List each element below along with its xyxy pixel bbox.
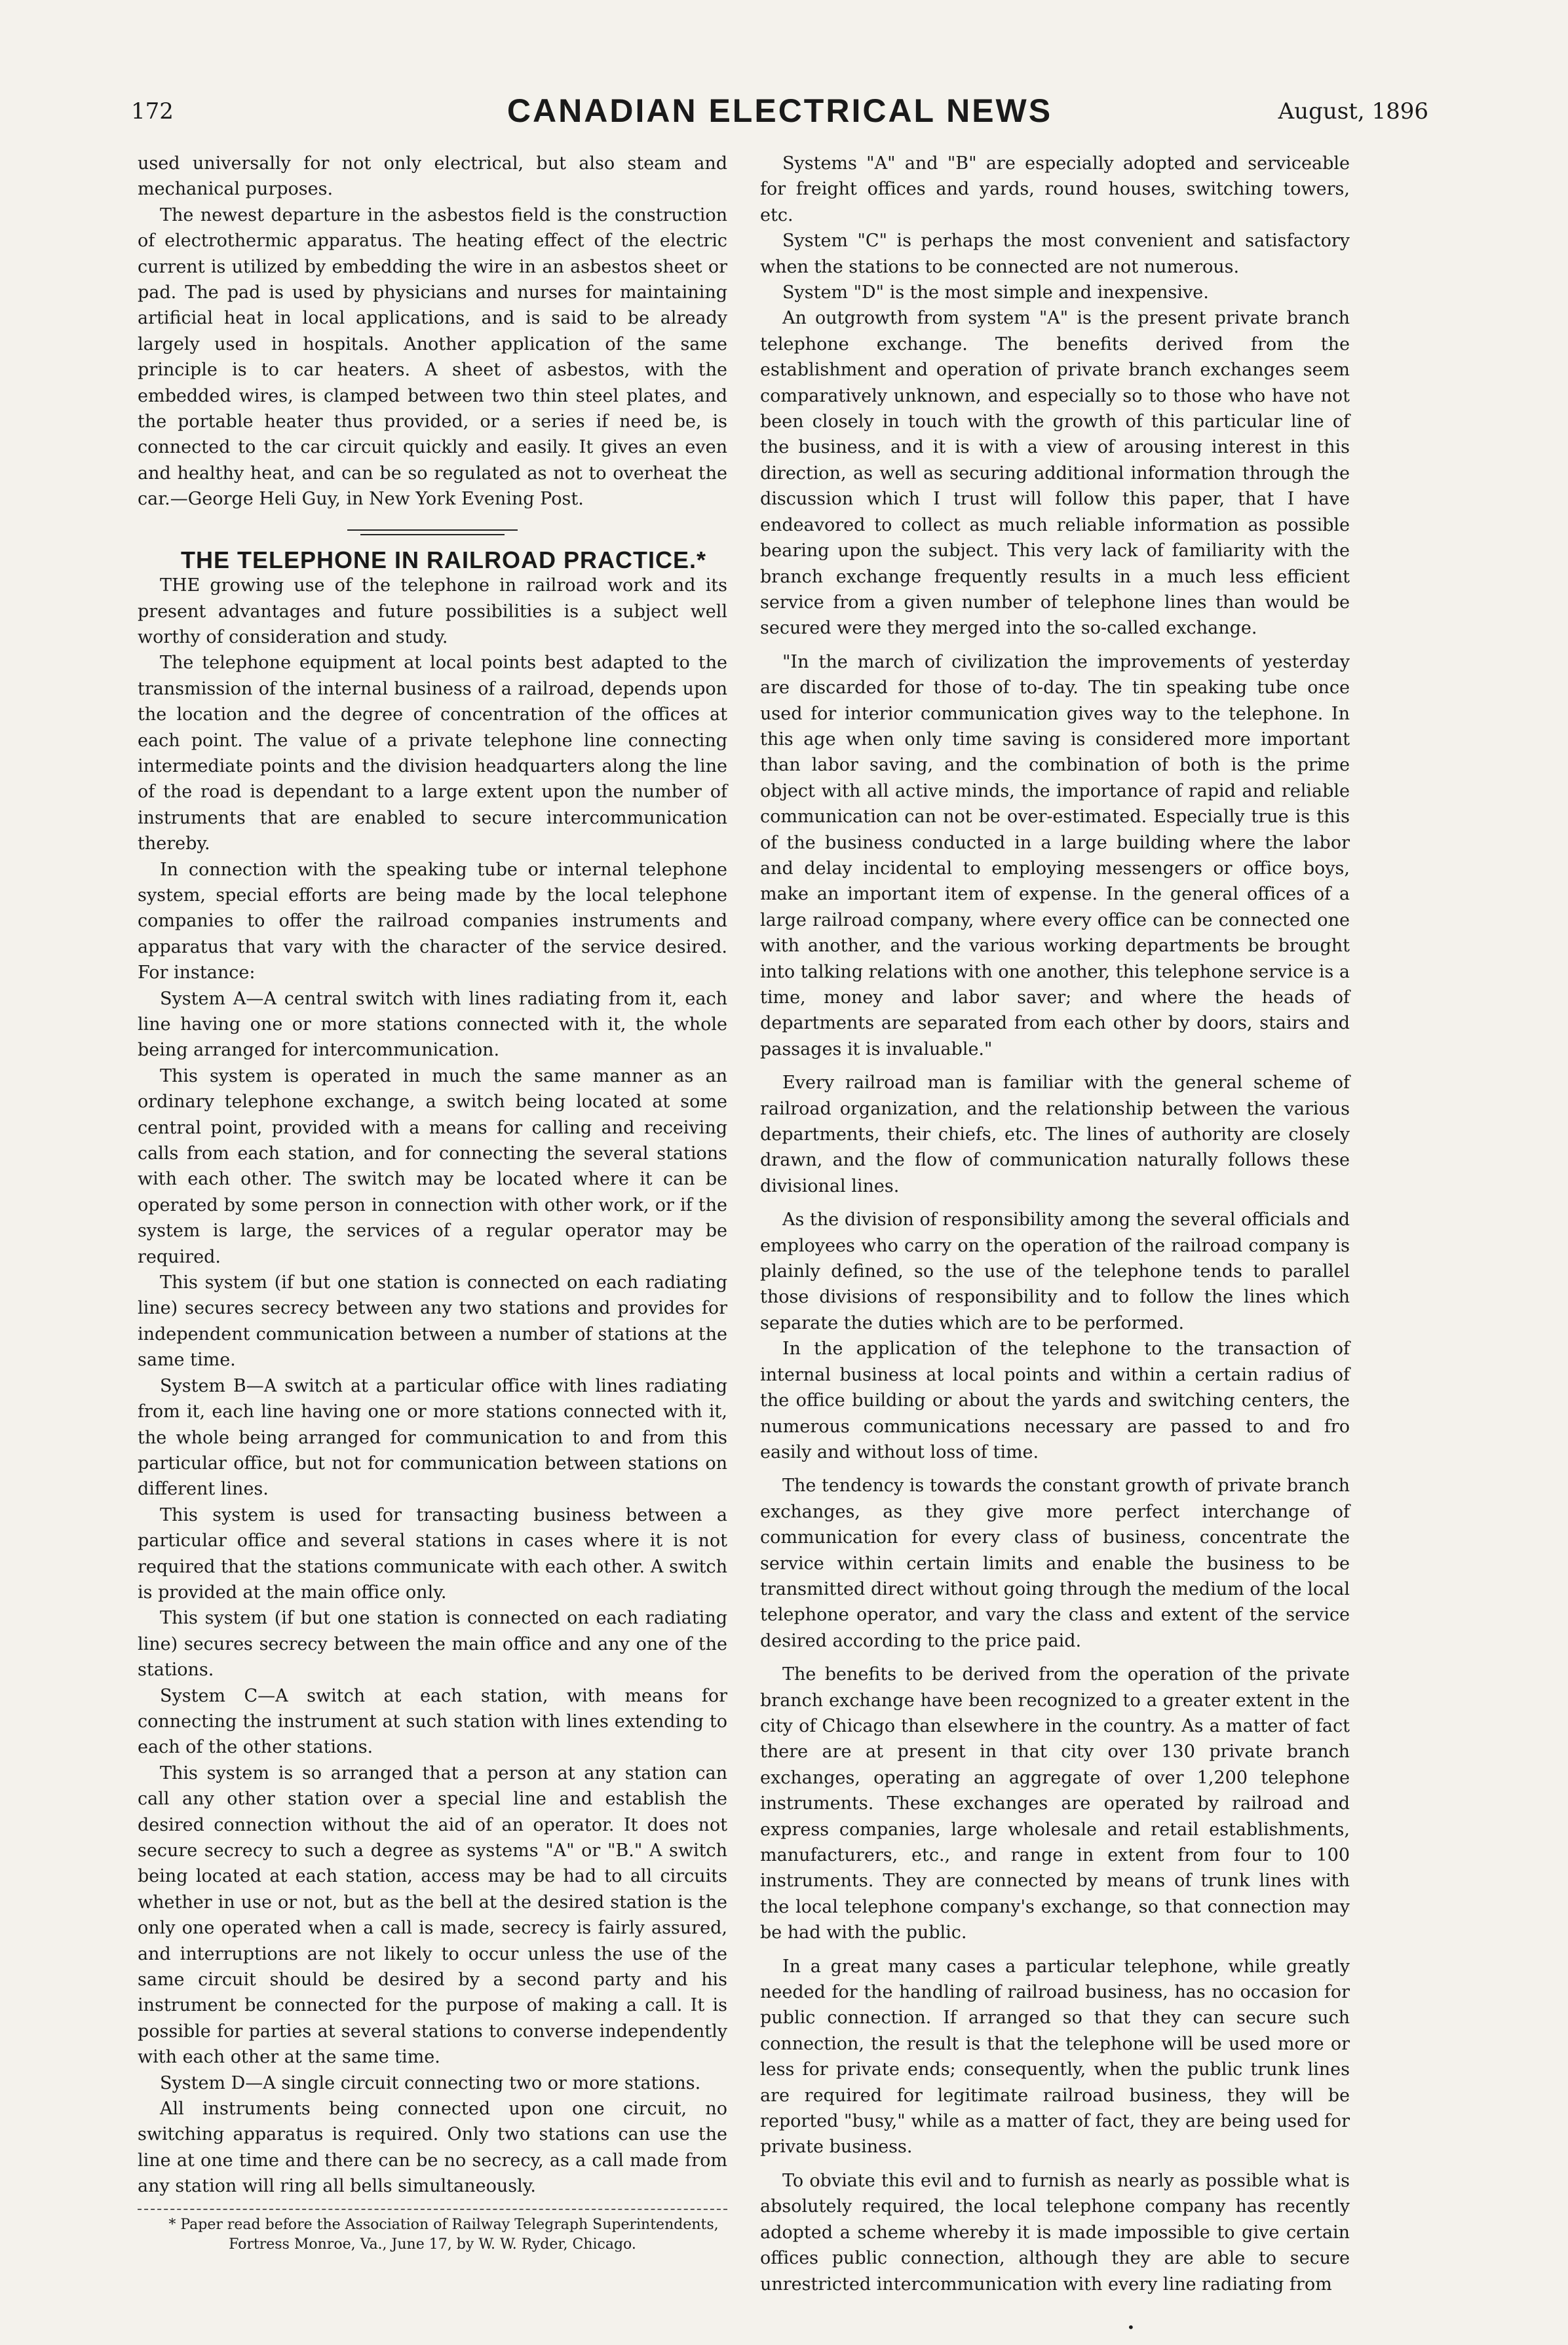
paragraph: This system (if but one station is connected on each radiating line) secures secrecy between the main office and any one of the stations.	[138, 1608, 727, 1681]
footnote: * Paper read before the Association of Railway Telegraph Superintendents, Fortress Monroe, Va., June 17, by W. W. Ryder, Chicago.	[168, 2216, 719, 2253]
paragraph: The tendency is towards the constant growth of private branch exchanges, as they give more perfect interchange of communication for every class of business, concentrate the service within certain limits and enable the business to be transmitted direct without going through the medium of the local telephone operator, and vary the class and extent of the service desired according to the price paid.	[760, 1476, 1350, 1651]
article-heading: THE TELEPHONE IN RAILROAD PRACTICE.*	[180, 546, 707, 573]
left-column	[138, 151, 727, 2255]
paragraph: "In the march of civilization the improvements of yesterday are discarded for those of to-day. The tin speaking tube once used for interior communication gives way to the telephone. In this age when only time saving is considered more important than labor saving, and the combination of both is the prime object with all active minds, the importance of rapid and reliable communication can not be over-estimated. Especially true is this of the business conducted in a large building where the labor and delay incidental to employing messengers or office boys, make an important item of expense. In the general offices of a large railroad company, where every office can be connected one with another, and the various working departments be brought into talking relations with one another, this telephone service is a time, money and labor saver; and where the heads of departments are separated from each other by doors, stairs and passages it is invaluable."	[760, 651, 1350, 1059]
paragraph: System A—A central switch with lines radiating from it, each line having one or more stations connected with it, the whole being arranged for intercommunication.	[138, 988, 727, 1061]
paragraph: The newest departure in the asbestos field is the construction of electrothermic apparatus. The heating effect of the electric current is utilized by embedding the wire in an asbestos sheet or pad. The pad is used by physicians and nurses for maintaining artificial heat in local applications, and is said to be already largely used in hospitals. Another application of the same principle is to car heaters. A sheet of asbestos, with the embedded wires, is clamped between two thin steel plates, and the portable heater thus provided, or a series if need be, is connected to the car circuit quickly and easily. It gives an even and healthy heat, and can be so regulated as not to overheat the car.—George Heli Guy, in New York Evening Post.	[138, 204, 727, 510]
paragraph: The telephone equipment at local points best adapted to the transmission of the internal business of a railroad, depends upon the location and the degree of concentration of the offices at each point. The value of a private telephone line connecting intermediate points and the division headquarters along the line of the road is dependant to a large extent upon the number of instruments that are enabled to secure intercommunication thereby.	[138, 653, 727, 854]
footnote-rule	[138, 2209, 727, 2210]
divider-rule	[360, 534, 505, 535]
paragraph: Every railroad man is familiar with the general scheme of railroad organization, and the relationship between the various departments, their chiefs, etc. The lines of authority are closely drawn, and the flow of communication naturally follows these divisional lines.	[760, 1073, 1350, 1196]
paragraph: This system (if but one station is connected on each radiating line) secures secrecy between any two stations and provides for independent communication between a number of stations at the same time.	[138, 1272, 727, 1371]
page-number: 172	[131, 98, 174, 124]
paragraph: System "C" is perhaps the most convenient and satisfactory when the stations to be connected are not numerous.	[760, 231, 1350, 277]
right-column	[760, 151, 1350, 2297]
paragraph: In a great many cases a particular telephone, while greatly needed for the handling of railroad business, has no occasion for public connection. If arranged so that they can secure such connection, the result is that the telephone will be used more or less for private ends; consequently, when the public trunk lines are required for legitimate railroad business, they will be reported "busy," while as a matter of fact, they are being used for private business.	[760, 1956, 1350, 2158]
masthead: CANADIAN ELECTRICAL NEWS	[507, 92, 1053, 129]
section-divider	[138, 529, 727, 535]
paragraph: This system is operated in much the same manner as an ordinary telephone exchange, a switch being located at some central point, provided with a means for calling and receiving calls from each station, and for connecting the several stations with each other. The switch may be located where it can be operated by some person in connection with other work, or if the system is large, the services of a regular operator may be required.	[138, 1065, 727, 1267]
divider-rule	[347, 529, 518, 531]
paragraph: used universally for not only electrical, but also steam and mechanical purposes.	[138, 153, 727, 200]
page-header	[131, 92, 1428, 138]
paragraph: This system is used for transacting business between a particular office and several stations in cases where it is not required that the stations communicate with each other. A switch is provided at the main office only.	[138, 1504, 727, 1603]
paragraph: To obviate this evil and to furnish as nearly as possible what is absolutely required, the local telephone company has recently adopted a scheme whereby it is made impossible to give certain offices public connection, although they are able to secure unrestricted intercommunication with every line radiating from	[760, 2170, 1350, 2295]
paragraph: Systems "A" and "B" are especially adopted and serviceable for freight offices and yards, round houses, switching towers, etc.	[760, 153, 1350, 225]
paragraph: In connection with the speaking tube or internal telephone system, special efforts are being made by the local telephone companies to offer the railroad companies instruments and apparatus that vary with the character of the service desired. For instance:	[138, 859, 727, 983]
paragraph: System C—A switch at each station, with means for connecting the instrument at such station with lines extending to each of the other stations.	[138, 1685, 727, 1758]
paragraph: An outgrowth from system "A" is the present private branch telephone exchange. The benefits derived from the establishment and operation of private branch exchanges seem comparatively unknown, and especially so to those who have not been closely in touch with the growth of this particular line of the business, and it is with a view of arousing interest in this direction, as well as securing additional information through the discussion which I trust will follow this paper, that I have endeavored to collect as much reliable information as possible bearing upon the subject. This very lack of familiarity with the branch exchange frequently results in a much less efficient service from a given number of telephone lines than would be secured were they merged into the so-called exchange.	[760, 308, 1350, 639]
paragraph: THE growing use of the telephone in railroad work and its present advantages and future possibilities is a subject well worthy of consideration and study.	[138, 575, 727, 647]
issue-date: August, 1896	[1278, 98, 1428, 124]
paragraph: As the division of responsibility among the several officials and employees who carry on the operation of the railroad company is plainly defined, so the use of the telephone tends to parallel those divisions of responsibility and to follow the lines which separate the duties which are to be performed.	[760, 1210, 1350, 1333]
paragraph: The benefits to be derived from the operation of the private branch exchange have been recognized to a greater extent in the city of Chicago than elsewhere in the country. As a matter of fact there are at present in that city over 130 private branch exchanges, operating an aggregate of over 1,200 telephone instruments. These exchanges are operated by railroad and express companies, large wholesale and retail establishments, manufacturers, etc., and range in extent from four to 100 instruments. They are connected by means of trunk lines with the local telephone company's exchange, so that connection may be had with the public.	[760, 1664, 1350, 1943]
paragraph: System "D" is the most simple and inexpensive.	[782, 282, 1209, 303]
paragraph: This system is so arranged that a person at any station can call any other station over a special line and establish the desired connection without the aid of an operator. It does not secure secrecy to such a degree as systems "A" or "B." A switch being located at each station, access may be had to all circuits whether in use or not, but as the bell at the desired station is the only one operated when a call is made, secrecy is fairly assured, and interruptions are not likely to occur unless the use of the same circuit should be desired by a second party and his instrument be connected for the purpose of making a call. It is possible for parties at several stations to converse independently with each other at the same time.	[138, 1763, 727, 2068]
paragraph: All instruments being connected upon one circuit, no switching apparatus is required. Only two stations can use the line at one time and there can be no secrecy, as a call made from any station will ring all bells simultaneously.	[138, 2099, 727, 2197]
paragraph: In the application of the telephone to the transaction of internal business at local points and within a certain radius of the office building or about the yards and switching centers, the numerous communications necessary are passed to and fro easily and without loss of time.	[760, 1339, 1350, 1462]
paragraph: System B—A switch at a particular office with lines radiating from it, each line having one or more stations connected with it, the whole being arranged for communication to and from this particular office, but not for communication between stations on different lines.	[138, 1375, 727, 1500]
paragraph: System D—A single circuit connecting two or more stations.	[160, 2072, 701, 2093]
page-mark: •	[1127, 2319, 1135, 2335]
